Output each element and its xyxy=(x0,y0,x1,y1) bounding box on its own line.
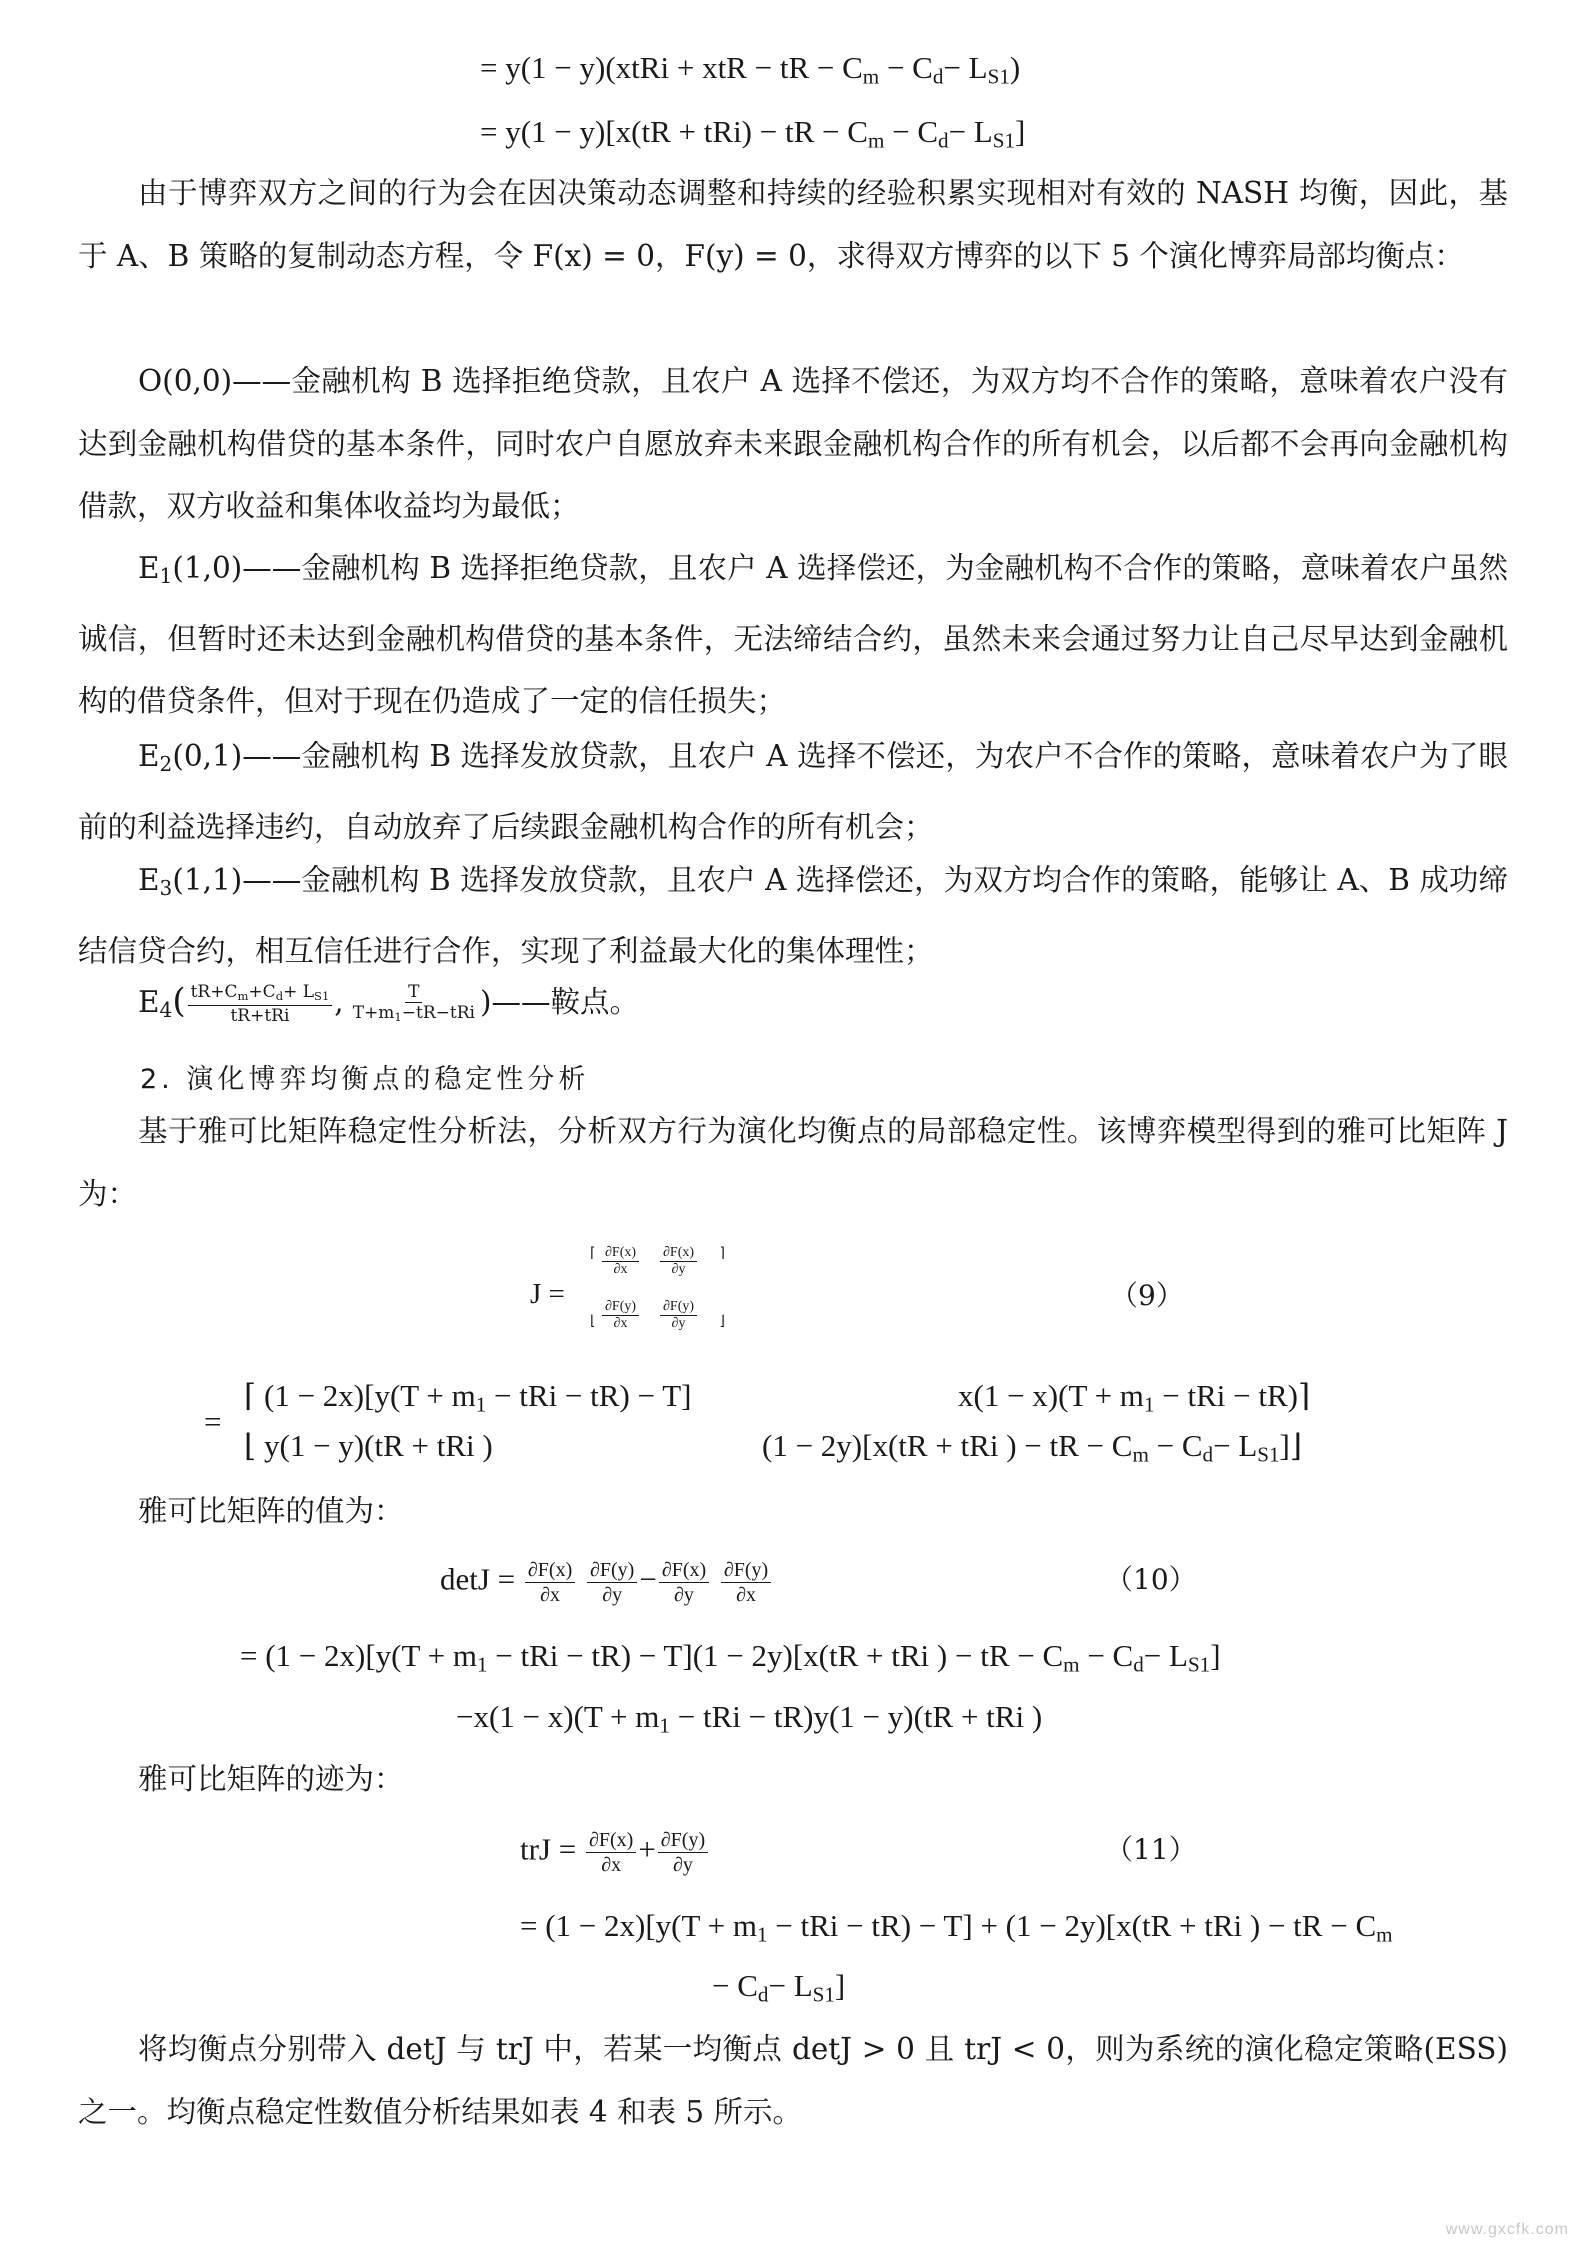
matrix-cell: (1 − 2y)[x(tR + tRi ) − tR − $C_m - C_d-$ $L_{S1}]⌋$ xyxy=(762,1428,1302,1467)
fraction: $\frac{tR+C_m+C_d+ L_{S1}}{\text{tR+tRi}}$ xyxy=(188,982,333,1027)
paragraph: $E_1(1,0)——$金融机构 B 选择拒绝贷款，且农户 A 选择偿还，为金融机构不合作的策略，意味着农户虽然诚信，但暂时还未达到金融机构借贷的基本条件，无法缔结合约，虽然未来会通过努力让自己尽早达到金融机构的借贷条件，但对于现在仍造成了一定的信任损失； xyxy=(78,551,1508,718)
matrix-cell: $(1 - 2x)[y(T + m_1$ − tRi − tR) − T] xyxy=(264,1378,692,1417)
equals-sign: = xyxy=(204,1404,222,1439)
matrix-cell: y(1 − y)(tR + tRi ) xyxy=(264,1428,493,1463)
bracket: ⌊ xyxy=(590,1313,596,1329)
saddle-point-line: $E_4$( $\frac{tR+C_m+C_d+ L_{S1}}{\text{tR+tRi}}$ , $\frac{T}{T+m_1-tR-tRi}$ )——鞍点。 xyxy=(138,981,639,1027)
equation-line: = $(1 - 2x)[y(T + m_1$ − tRi − tR) − T](1 − 2y)[x(tR + tRi ) − tR − $C_m - C_d- L_{S1}$] xyxy=(240,1638,1221,1677)
fraction: $\frac{\partial F(x)}{\partial x}$ xyxy=(525,1558,575,1607)
equation-number: （11） xyxy=(1105,1833,1197,1866)
matrix-cell: $x(1 - x)(T + m_1$ − tRi − tR)⌉ xyxy=(958,1378,1311,1417)
fraction: $\frac{\partial F(y)}{\partial x}$ xyxy=(602,1299,639,1332)
paragraph: 雅可比矩阵的迹为： xyxy=(138,1762,404,1796)
fraction: $\frac{\partial F(x)}{\partial x}$ xyxy=(602,1245,639,1278)
equation-number: （9） xyxy=(1110,1279,1184,1312)
fraction: $\frac{T}{T+m_1-tR-tRi}$ xyxy=(352,981,475,1024)
fraction: $\frac{\partial F(x)}{\partial y}$ xyxy=(660,1245,697,1278)
equation-line: = y(1 − y)(xtRi + xtR − tR − $C_m - C_d- L_{S1}$) xyxy=(480,50,1021,89)
equation-line: $-x(1 - x)(T + m_1$ − tRi − tR)y(1 − y)(tR + tRi ) xyxy=(456,1699,1043,1738)
paragraph: 将均衡点分别带入 detJ 与 trJ 中，若某一均衡点 detJ > 0 且 trJ < 0，则为系统的演化稳定策略(ESS)之一。均衡点稳定性数值分析结果如表 4 和表 5 所示。 xyxy=(78,2032,1508,2129)
matrix-bracket: ⌊ xyxy=(244,1428,257,1463)
fraction: $\frac{\partial F(y)}{\partial y}$ xyxy=(658,1828,708,1877)
paragraph: 雅可比矩阵的值为： xyxy=(138,1494,404,1528)
paragraph: 由于博弈双方之间的行为会在因决策动态调整和持续的经验积累实现相对有效的 NASH 均衡，因此，基于 A、B 策略的复制动态方程，令 F(x) = 0，F(y) = 0，求得双方博弈的以下 5 个演化博弈局部均衡点： xyxy=(78,176,1508,273)
bracket: ⌋ xyxy=(719,1313,725,1329)
equation-line: − $C_d- L_{S1}$] xyxy=(712,1968,846,2007)
equation-line: = $(1 - 2x)[y(T + m_1$ − tRi − tR) − T] + (1 − 2y)[x(tR + tRi ) − tR − $C_m$ xyxy=(520,1908,1393,1947)
bracket: ⌉ xyxy=(719,1245,725,1261)
fraction: $\frac{\partial F(x)}{\partial y}$ xyxy=(659,1558,709,1607)
bracket: ⌈ xyxy=(590,1245,596,1261)
paragraph: O(0,0)——金融机构 B 选择拒绝贷款，且农户 A 选择不偿还，为双方均不合作的策略，意味着农户没有达到金融机构借贷的基本条件，同时农户自愿放弃未来跟金融机构合作的所有机会，以后都不会再向金融机构借款，双方收益和集体收益均为最低； xyxy=(78,364,1508,523)
paragraph: $E_2(0,1)——$金融机构 B 选择发放贷款，且农户 A 选择不偿还，为农户不合作的策略，意味着农户为了眼前的利益选择违约，自动放弃了后续跟金融机构合作的所有机会； xyxy=(78,739,1508,844)
matrix-bracket: ⌈ xyxy=(244,1378,257,1413)
det-equation: detJ = $\frac{\partial F(x)}{\partial x}$ $\frac{\partial F(y)}{\partial y}$ − $\frac{\partial F(x)}{\partial y}$ $\frac{\partial F(y)}{\partial x}$ xyxy=(440,1558,773,1607)
fraction: $\frac{\partial F(y)}{\partial y}$ xyxy=(587,1558,637,1607)
section-heading: 2. 演化博弈均衡点的稳定性分析 xyxy=(140,1064,590,1095)
fraction: $\frac{\partial F(y)}{\partial y}$ xyxy=(660,1299,697,1332)
equation-line: = y(1 − y)[x(tR + tRi) − tR − $C_m - C_d- L_{S1}$] xyxy=(480,114,1026,153)
watermark: www.gxcfk.com xyxy=(1445,2221,1569,2238)
trace-equation: trJ = $\frac{\partial F(x)}{\partial x}$ + $\frac{\partial F(y)}{\partial y}$ xyxy=(520,1828,710,1877)
jacobian-compact-matrix xyxy=(590,1245,725,1345)
paragraph: $E_3(1,1)——$金融机构 B 选择发放贷款，且农户 A 选择偿还，为双方均合作的策略，能够让 A、B 成功缔结信贷合约，相互信任进行合作，实现了利益最大化的集体理性； xyxy=(78,863,1508,968)
paragraph: 基于雅可比矩阵稳定性分析法，分析双方行为演化均衡点的局部稳定性。该博弈模型得到的雅可比矩阵 J 为： xyxy=(78,1114,1508,1211)
fraction: $\frac{\partial F(y)}{\partial x}$ xyxy=(721,1558,771,1607)
jacobian-label: J = xyxy=(530,1278,565,1310)
fraction: $\frac{\partial F(x)}{\partial x}$ xyxy=(586,1828,636,1877)
equation-number: （10） xyxy=(1105,1563,1197,1596)
